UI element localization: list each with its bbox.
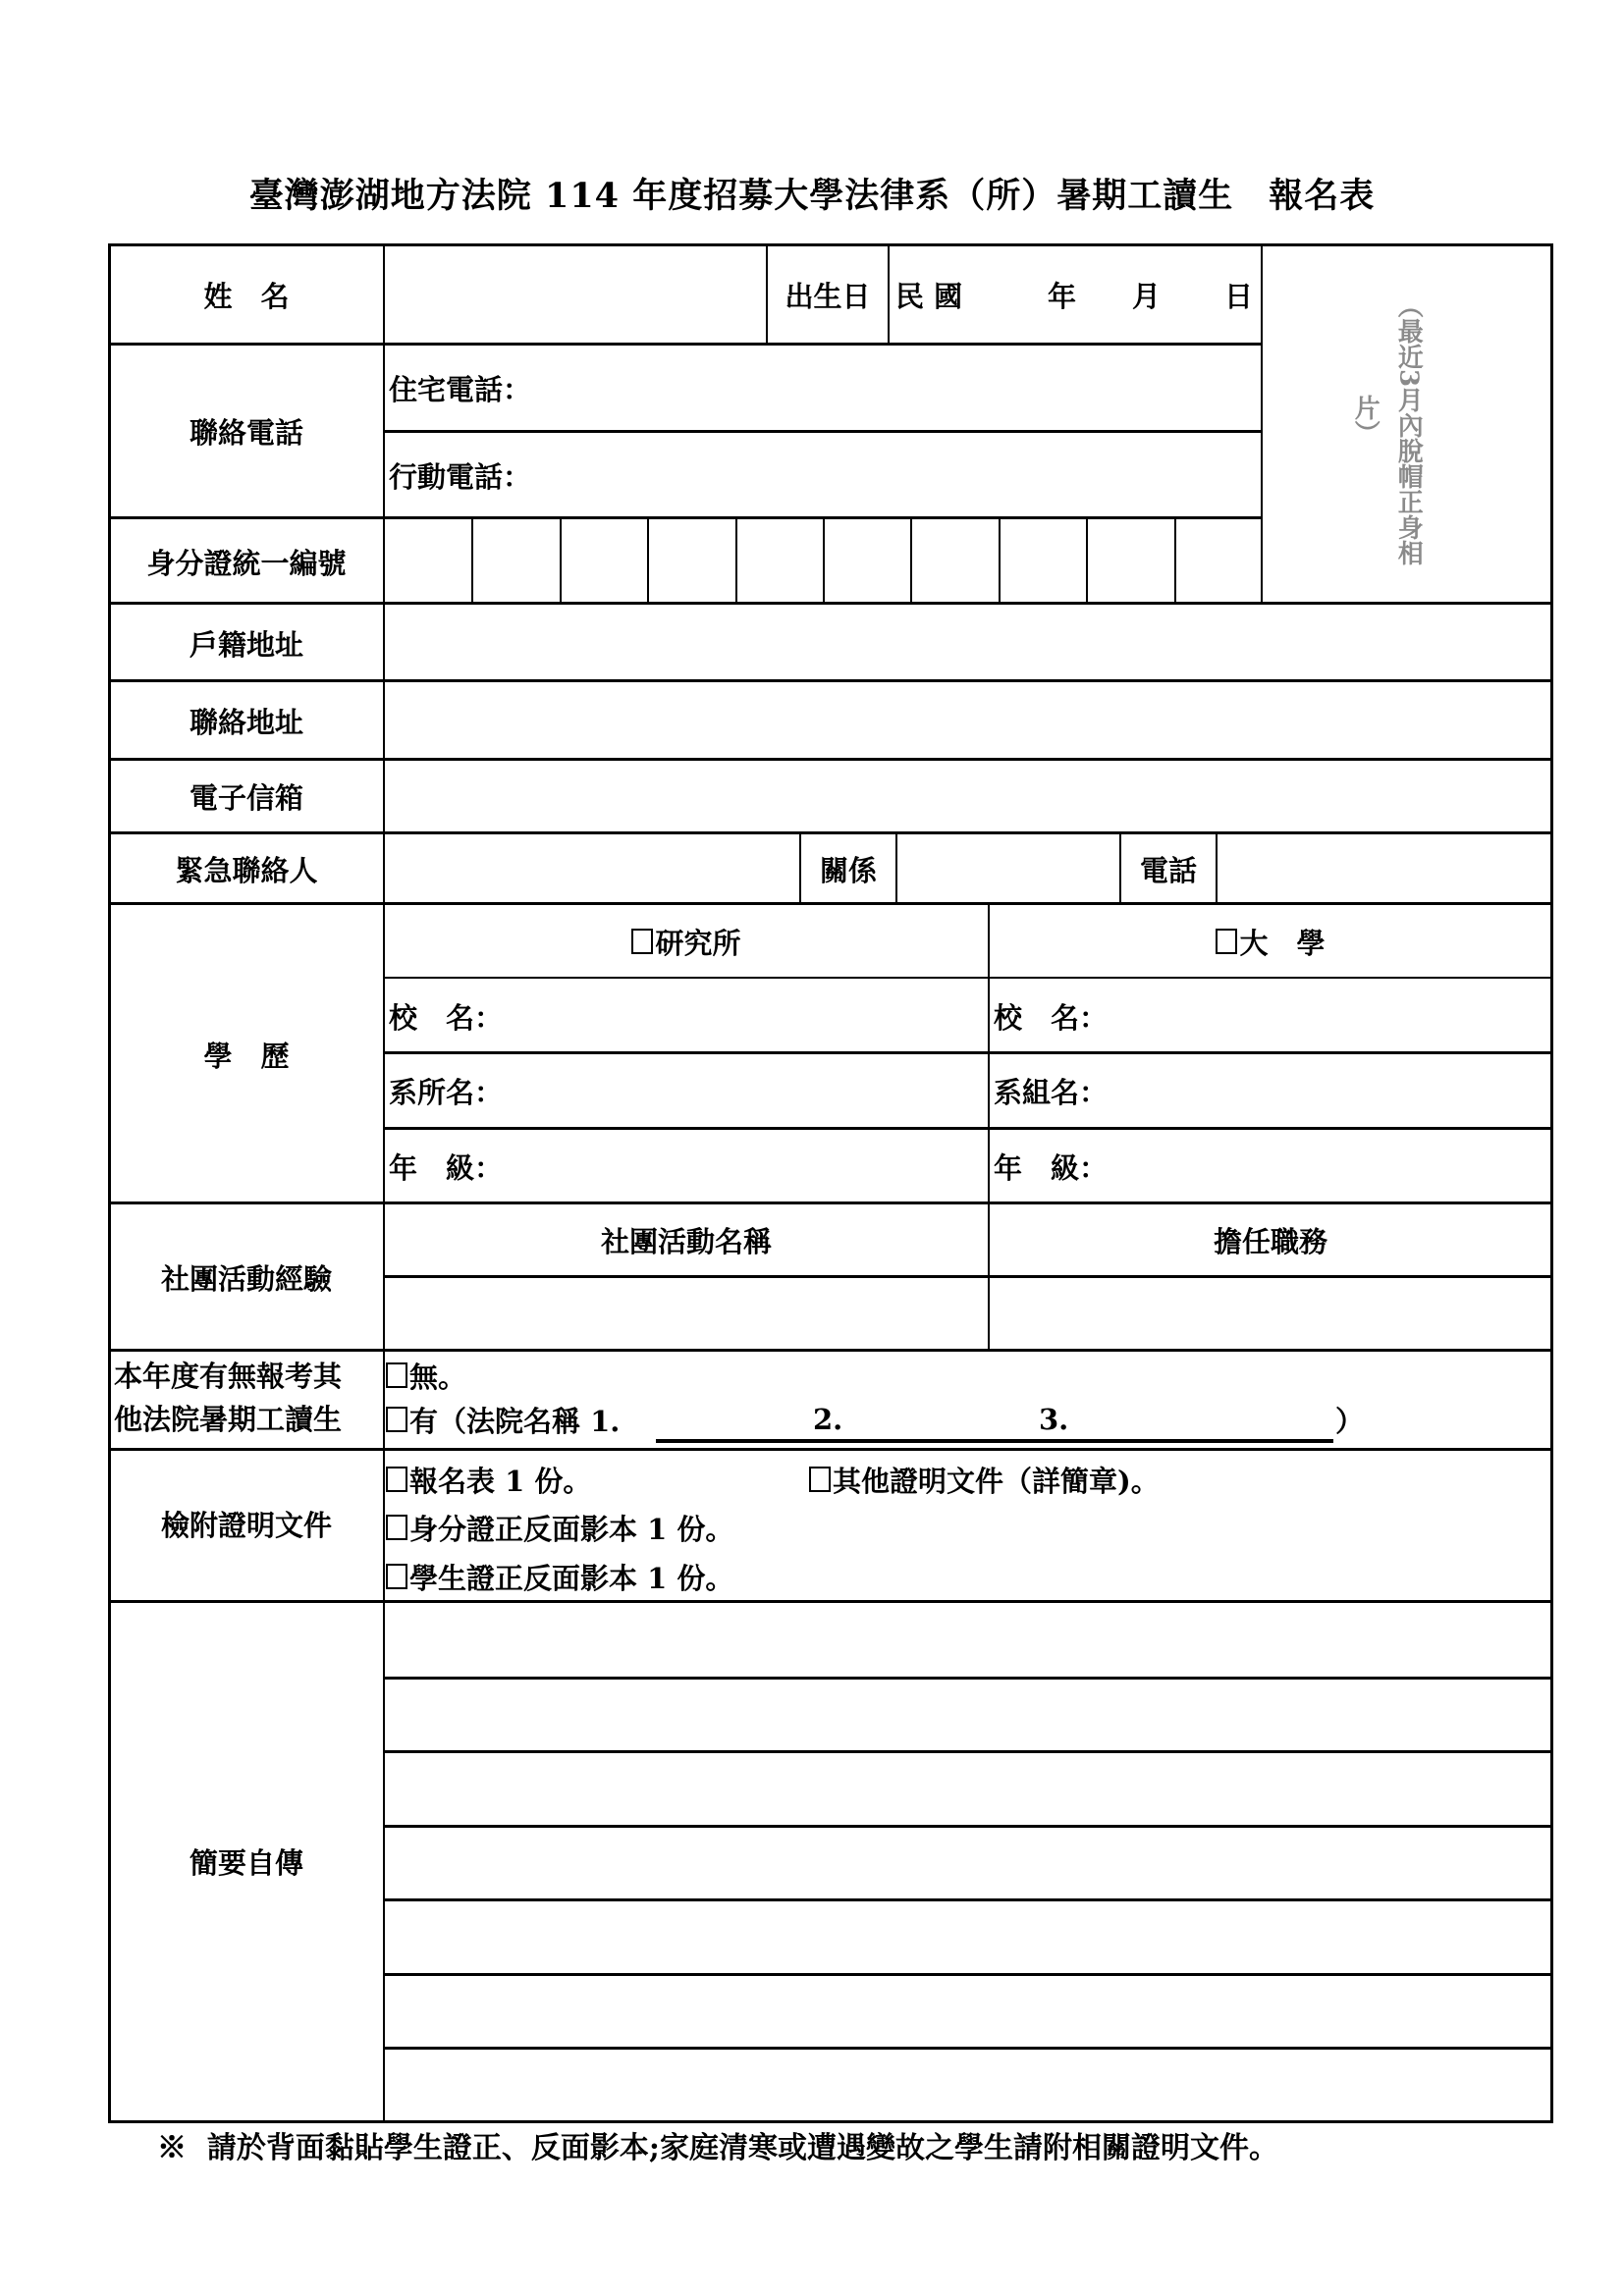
birth-day-input[interactable] (1168, 253, 1221, 339)
undergrad-option-label: 大 學 (1239, 926, 1326, 960)
household-address-input[interactable] (391, 611, 1543, 677)
name-input[interactable] (387, 247, 769, 343)
graduate-school-input[interactable] (520, 986, 986, 1048)
birth-year-input[interactable] (972, 253, 1050, 339)
id-digit-box[interactable] (388, 521, 469, 601)
autobiography-line-input[interactable] (391, 1756, 1543, 1821)
row-divider (384, 977, 1552, 979)
doc-item-id-copy[interactable] (386, 1505, 733, 1550)
id-digit-box[interactable] (1090, 521, 1171, 601)
divider (1216, 832, 1218, 903)
autobiography-line-input[interactable] (391, 1904, 1543, 1969)
relation-label: 關係 (819, 853, 877, 887)
autobiography-rule (384, 1677, 1552, 1680)
birth-era-label: 民 國 (895, 279, 963, 313)
undergrad-school-input[interactable] (1125, 986, 1549, 1048)
court-names-underline (656, 1439, 1333, 1443)
court-number-2: 2. (813, 1403, 843, 1436)
education-label: 學 歷 (203, 1040, 290, 1073)
id-box-divider (735, 517, 737, 603)
birth-day-label: 日 (1224, 279, 1254, 313)
other-courts-none-option[interactable] (386, 1355, 466, 1396)
footnote: ※ 請於背面黏貼學生證正、反面影本;家庭清寒或遭遇變故之學生請附相關證明文件。 (157, 2131, 1278, 2165)
undergrad-grade-label: 年 級： (994, 1150, 1109, 1185)
other-courts-label (114, 1355, 384, 1441)
birth-year-label: 年 (1048, 279, 1077, 313)
photo-divider (1261, 243, 1263, 604)
id-digit-box[interactable] (914, 521, 996, 601)
row-divider (384, 1275, 1552, 1278)
id-digit-box[interactable] (564, 521, 645, 601)
id-digit-box[interactable] (1002, 521, 1084, 601)
mobile-phone-input[interactable] (550, 440, 1256, 510)
undergrad-school-label: 校 名： (994, 1000, 1109, 1035)
id-digit-box[interactable] (739, 521, 821, 601)
doc-id-copy-label: 身分證正反面影本 1 份。 (409, 1512, 734, 1546)
doc-id-copy-checkbox[interactable] (386, 1515, 407, 1540)
home-phone-input[interactable] (550, 353, 1256, 424)
birth-month-input[interactable] (1080, 253, 1133, 339)
id-digit-box[interactable] (475, 521, 557, 601)
row-divider (384, 1127, 1552, 1130)
contact-address-label: 聯絡地址 (189, 705, 303, 739)
club-role-header: 擔任職務 (1213, 1225, 1327, 1258)
none-option-label: 無。 (409, 1360, 467, 1394)
relation-input[interactable] (901, 839, 1121, 900)
other-courts-label-line2: 他法院暑期工讀生 (114, 1403, 343, 1436)
clubs-label: 社團活動經驗 (160, 1261, 332, 1296)
id-digit-box[interactable] (651, 521, 732, 601)
row-divider (109, 1349, 1553, 1352)
other-courts-label-line1: 本年度有無報考其 (114, 1360, 343, 1393)
id-box-divider (471, 517, 473, 603)
emergency-contact-label: 緊急聯絡人 (175, 853, 318, 887)
doc-item-other[interactable] (809, 1457, 1160, 1502)
autobiography-rule (384, 2047, 1552, 2050)
autobiography-line-input[interactable] (391, 1831, 1543, 1896)
birth-label: 出生日 (785, 279, 871, 313)
doc-application-checkbox[interactable] (386, 1467, 407, 1492)
doc-student-id-checkbox[interactable] (386, 1564, 407, 1589)
table-border-right (1550, 243, 1553, 2123)
court-name-2-input[interactable] (846, 1402, 1037, 1439)
autobiography-rule (384, 1750, 1552, 1753)
mobile-phone-label: 行動電話： (389, 459, 532, 494)
yes-option-label: 有（法院名稱 1. (409, 1404, 621, 1438)
court-number-3: 3. (1039, 1403, 1069, 1436)
undergrad-option[interactable] (990, 905, 1551, 978)
email-label: 電子信箱 (189, 781, 303, 815)
autobiography-line-input[interactable] (391, 1979, 1543, 2044)
home-phone-label: 住宅電話： (389, 372, 532, 406)
email-input[interactable] (391, 766, 1543, 828)
graduate-checkbox[interactable] (631, 929, 653, 954)
doc-other-checkbox[interactable] (809, 1467, 831, 1492)
autobiography-line-input[interactable] (391, 1608, 1543, 1673)
autobiography-rule (384, 1973, 1552, 1976)
phone-label: 聯絡電話 (189, 416, 303, 450)
other-courts-yes-option[interactable] (386, 1399, 620, 1440)
autobiography-rule (384, 1898, 1552, 1901)
court-name-1-input[interactable] (658, 1402, 809, 1439)
contact-address-input[interactable] (391, 687, 1543, 754)
autobiography-label: 簡要自傳 (189, 1846, 303, 1880)
yes-checkbox[interactable] (386, 1407, 407, 1432)
doc-item-student-id-copy[interactable] (386, 1554, 733, 1599)
form-title: 臺灣澎湖地方法院 114 年度招募大學法律系（所）暑期工讀生 報名表 (248, 176, 1376, 216)
id-digit-box[interactable] (827, 521, 908, 601)
id-box-divider (647, 517, 649, 603)
id-box-divider (823, 517, 825, 603)
divider (888, 243, 890, 344)
id-box-divider (560, 517, 562, 603)
autobiography-line-input[interactable] (391, 2053, 1543, 2117)
id-box-divider (1086, 517, 1088, 603)
id-box-divider (910, 517, 912, 603)
graduate-grade-input[interactable] (520, 1135, 986, 1198)
court-name-3-input[interactable] (1072, 1402, 1331, 1439)
club-role-input[interactable] (994, 1280, 1549, 1349)
household-address-label: 戶籍地址 (189, 627, 303, 662)
id-box-divider (1174, 517, 1176, 603)
id-digit-box[interactable] (1178, 521, 1260, 601)
doc-application-label: 報名表 1 份。 (409, 1464, 592, 1498)
divider (895, 832, 897, 903)
doc-student-id-label: 學生證正反面影本 1 份。 (409, 1561, 734, 1595)
graduate-department-input[interactable] (520, 1060, 986, 1123)
label-column-divider (383, 243, 385, 2123)
row-divider (384, 1051, 1552, 1054)
documents-label: 檢附證明文件 (160, 1508, 332, 1542)
birth-month-label: 月 (1132, 279, 1162, 313)
photo-instruction-end: 片） (1350, 395, 1380, 446)
autobiography-line-input[interactable] (391, 1682, 1543, 1747)
doc-other-label: 其他證明文件（詳簡章)。 (833, 1464, 1160, 1498)
graduate-option-label: 研究所 (655, 926, 741, 960)
undergrad-department-label: 系組名： (994, 1075, 1109, 1109)
name-label: 姓 名 (203, 279, 290, 313)
club-name-input[interactable] (389, 1280, 986, 1349)
none-checkbox[interactable] (386, 1362, 407, 1388)
doc-item-application[interactable] (386, 1457, 591, 1502)
id-label: 身分證統一編號 (146, 546, 347, 580)
emergency-phone-label: 電話 (1139, 853, 1197, 887)
undergrad-department-input[interactable] (1125, 1060, 1549, 1123)
club-name-header: 社團活動名稱 (600, 1225, 772, 1258)
court-names-close-paren: ） (1335, 1404, 1365, 1438)
autobiography-rule (384, 1825, 1552, 1828)
graduate-department-label: 系所名： (389, 1075, 504, 1109)
id-box-divider (999, 517, 1001, 603)
emergency-contact-input[interactable] (391, 839, 797, 900)
undergrad-checkbox[interactable] (1216, 929, 1237, 954)
graduate-school-label: 校 名： (389, 1000, 504, 1035)
graduate-option[interactable] (385, 905, 988, 978)
photo-instruction: （最近3月內脫帽正身相 (1393, 293, 1424, 566)
undergrad-grade-input[interactable] (1125, 1135, 1549, 1198)
graduate-grade-label: 年 級： (389, 1150, 504, 1185)
emergency-phone-input[interactable] (1221, 839, 1549, 900)
